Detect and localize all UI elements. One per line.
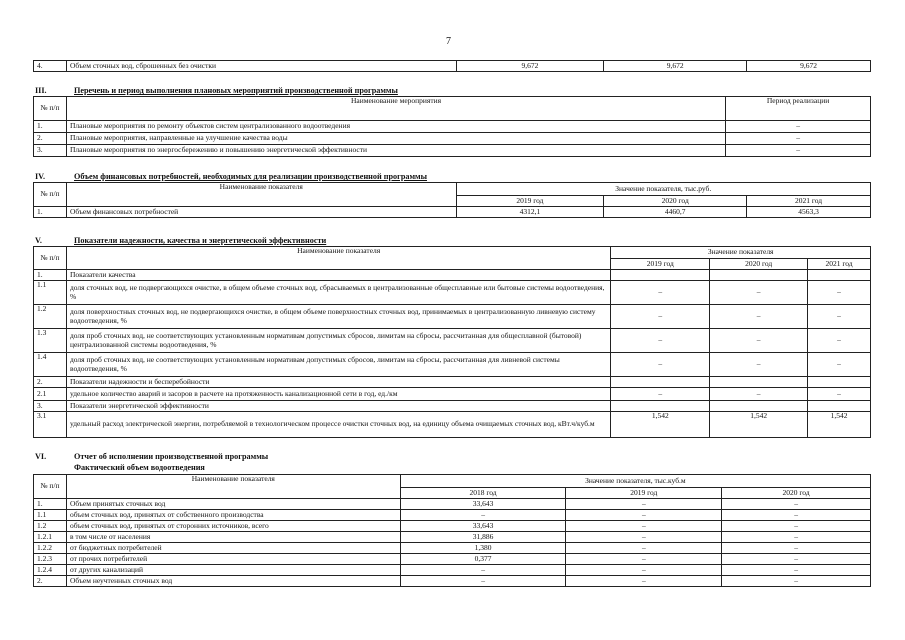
value-cell: – — [710, 281, 808, 305]
value-cell: – — [400, 565, 566, 576]
row-name: в том числе от населения — [66, 532, 400, 543]
row-name: доля поверхностных сточных вод, не подвергающихся очистке, в общем объеме поверхностных сточных вод, принимаемых в централизованную ливневую систему водоотведения, % — [66, 305, 610, 329]
value-cell: – — [808, 329, 871, 353]
table-row — [34, 510, 871, 521]
row-number: 2.1 — [34, 388, 67, 401]
row-number: 1.2 — [34, 305, 67, 329]
header-row — [34, 183, 871, 196]
year-header: 2020 год — [604, 196, 747, 207]
row-number: 1.3 — [34, 329, 67, 353]
value-cell: – — [722, 565, 871, 576]
row-number: 1. — [34, 499, 67, 510]
value-cell: – — [566, 576, 722, 587]
header-row — [34, 475, 871, 488]
value-cell: – — [722, 521, 871, 532]
table-row — [34, 121, 871, 133]
value-cell — [710, 270, 808, 281]
year-header: 2020 год — [722, 488, 871, 499]
col-header-number: № п/п — [34, 475, 67, 499]
value-cell: – — [808, 353, 871, 377]
row-number: 2. — [34, 576, 67, 587]
header-row — [34, 247, 871, 259]
col-header-value: Значение показателя, тыс.куб.м — [400, 475, 870, 488]
value-cell: – — [722, 510, 871, 521]
year-header: 2021 год — [747, 196, 871, 207]
table-row — [34, 576, 871, 587]
value-cell: – — [566, 565, 722, 576]
row-name: от других канализаций — [66, 565, 400, 576]
value-cell: – — [722, 554, 871, 565]
period-cell: – — [726, 121, 871, 133]
value-cell: – — [722, 499, 871, 510]
value-cell — [611, 401, 710, 412]
row-number: 1.4 — [34, 353, 67, 377]
row-number: 1. — [34, 121, 67, 133]
row-name: доля проб сточных вод, не соответствующих установленным нормативам допустимых сбросов, лимитам на сбросы, рассчитанная для ливневой системы водоотведения, % — [66, 353, 610, 377]
table-row — [34, 565, 871, 576]
col-header-name: Наименование показателя — [66, 247, 610, 270]
row-number: 2. — [34, 133, 67, 145]
value-cell — [611, 270, 710, 281]
section-number: VI. — [35, 452, 47, 461]
section-6-table — [33, 474, 871, 587]
value-cell: 9,672 — [747, 61, 871, 72]
table-row — [34, 353, 871, 377]
value-cell: – — [808, 281, 871, 305]
value-cell: – — [611, 329, 710, 353]
year-header: 2020 год — [710, 259, 808, 270]
section-3-heading — [35, 86, 735, 96]
table-row — [34, 133, 871, 145]
value-cell: – — [566, 543, 722, 554]
row-number: 1.2 — [34, 521, 67, 532]
table-row — [34, 61, 871, 72]
table-row — [34, 554, 871, 565]
value-cell: – — [722, 576, 871, 587]
row-number: 3.1 — [34, 412, 67, 438]
header-row — [34, 97, 871, 121]
table-row — [34, 377, 871, 388]
row-name: объем сточных вод, принятых от сторонних источников, всего — [66, 521, 400, 532]
table-row — [34, 329, 871, 353]
section-4-heading — [35, 172, 735, 182]
section-title: Показатели надежности, качества и энергетической эффективности — [74, 236, 327, 245]
row-number: 3. — [34, 145, 67, 157]
table-row — [34, 532, 871, 543]
table-row — [34, 499, 871, 510]
value-cell: 4563,3 — [747, 207, 871, 218]
value-cell: – — [710, 305, 808, 329]
row-name: Показатели надежности и бесперебойности — [66, 377, 610, 388]
row-name: Объем финансовых потребностей — [66, 207, 456, 218]
value-cell: – — [808, 388, 871, 401]
value-cell: 31,886 — [400, 532, 566, 543]
row-name: удельный расход электрической энергии, потребляемой в технологическом процессе очистки сточных вод, на единицу объема очищаемых сточных вод, кВт.ч/куб.м — [66, 412, 610, 438]
value-cell: 0,377 — [400, 554, 566, 565]
col-header-number: № п/п — [34, 97, 67, 121]
row-name: Плановые мероприятия по ремонту объектов систем централизованного водоотведения — [66, 121, 725, 133]
row-name: удельное количество аварий и засоров в расчете на протяженность канализационной сети в год, ед./км — [66, 388, 610, 401]
value-cell: 1,542 — [611, 412, 710, 438]
table-row — [34, 145, 871, 157]
row-number: 1.1 — [34, 281, 67, 305]
row-name: Объем сточных вод, сброшенных без очистки — [66, 61, 456, 72]
row-number: 1.1 — [34, 510, 67, 521]
value-cell: 4312,1 — [456, 207, 604, 218]
value-cell: 1,542 — [808, 412, 871, 438]
col-header-name: Наименование мероприятия — [66, 97, 725, 121]
value-cell: – — [710, 388, 808, 401]
value-cell: – — [611, 305, 710, 329]
value-cell — [611, 377, 710, 388]
col-header-name: Наименование показателя — [66, 183, 456, 207]
value-cell: – — [611, 281, 710, 305]
year-header: 2019 год — [456, 196, 604, 207]
period-cell: – — [726, 145, 871, 157]
year-header: 2021 год — [808, 259, 871, 270]
section-number: IV. — [35, 172, 46, 181]
table-row — [34, 412, 871, 438]
value-cell — [710, 401, 808, 412]
row-number: 1. — [34, 270, 67, 281]
value-cell: 33,643 — [400, 521, 566, 532]
value-cell: 9,672 — [456, 61, 604, 72]
row-name: доля сточных вод, не подвергающихся очистке, в общем объеме сточных вод, сбрасываемых в централизованные общесплавные или бытовые системы водоотведения, % — [66, 281, 610, 305]
row-name: Объем неучтенных сточных вод — [66, 576, 400, 587]
section-5-heading — [35, 236, 735, 246]
row-number: 3. — [34, 401, 67, 412]
table-row — [34, 521, 871, 532]
row-name: Показатели качества — [66, 270, 610, 281]
table-row — [34, 543, 871, 554]
col-header-value: Значение показателя, тыс.руб. — [456, 183, 871, 196]
section-number: V. — [35, 236, 42, 245]
value-cell — [808, 377, 871, 388]
continuation-table — [33, 60, 871, 72]
row-name: Показатели энергетической эффективности — [66, 401, 610, 412]
value-cell: – — [808, 305, 871, 329]
value-cell: 4460,7 — [604, 207, 747, 218]
page-number: 7 — [446, 36, 451, 47]
col-header-value: Значение показателя — [611, 247, 871, 259]
section-number: III. — [35, 86, 47, 95]
value-cell: – — [710, 329, 808, 353]
table-row — [34, 401, 871, 412]
col-header-name: Наименование показателя — [66, 475, 400, 499]
row-name: доля проб сточных вод, не соответствующих установленным нормативам допустимых сбросов, лимитам на сбросы, рассчитанная для общесплавной (бытовой) централизованной системы водоотведения, % — [66, 329, 610, 353]
table-row — [34, 388, 871, 401]
value-cell: – — [400, 576, 566, 587]
value-cell: – — [400, 510, 566, 521]
table-row — [34, 207, 871, 218]
value-cell: – — [566, 510, 722, 521]
section-subtitle: Фактический объем водоотведения — [74, 463, 205, 472]
value-cell: – — [611, 353, 710, 377]
year-header: 2019 год — [566, 488, 722, 499]
row-number: 1. — [34, 207, 67, 218]
row-number: 1.2.2 — [34, 543, 67, 554]
value-cell — [808, 270, 871, 281]
row-number: 1.2.3 — [34, 554, 67, 565]
value-cell: 1,380 — [400, 543, 566, 554]
row-name: Плановые мероприятия по энергосбережению и повышению энергетической эффективности — [66, 145, 725, 157]
value-cell: – — [611, 388, 710, 401]
value-cell: 33,643 — [400, 499, 566, 510]
table-row — [34, 281, 871, 305]
value-cell: – — [566, 521, 722, 532]
value-cell: – — [566, 532, 722, 543]
row-number: 2. — [34, 377, 67, 388]
section-4-table — [33, 182, 871, 218]
year-header: 2019 год — [611, 259, 710, 270]
row-number: 4. — [34, 61, 67, 72]
section-6-heading — [35, 452, 735, 462]
row-number: 1.2.4 — [34, 565, 67, 576]
row-name: от бюджетных потребителей — [66, 543, 400, 554]
value-cell — [808, 401, 871, 412]
value-cell: – — [566, 499, 722, 510]
value-cell — [710, 377, 808, 388]
row-name: объем сточных вод, принятых от собственного производства — [66, 510, 400, 521]
value-cell: 1,542 — [710, 412, 808, 438]
row-name: Плановые мероприятия, направленные на улучшение качества воды — [66, 133, 725, 145]
row-name: от прочих потребителей — [66, 554, 400, 565]
table-row — [34, 270, 871, 281]
table-row — [34, 305, 871, 329]
value-cell: – — [710, 353, 808, 377]
row-number: 1.2.1 — [34, 532, 67, 543]
value-cell: – — [722, 532, 871, 543]
col-header-period: Период реализации — [726, 97, 871, 121]
value-cell: – — [566, 554, 722, 565]
section-title: Перечень и период выполнения плановых мероприятий производственной программы — [74, 86, 398, 95]
section-5-table — [33, 246, 871, 438]
year-header: 2018 год — [400, 488, 566, 499]
period-cell: – — [726, 133, 871, 145]
value-cell: – — [722, 543, 871, 554]
row-name: Объем принятых сточных вод — [66, 499, 400, 510]
section-title: Объем финансовых потребностей, необходимых для реализации производственной программы — [74, 172, 428, 181]
section-title: Отчет об исполнении производственной программы — [74, 452, 269, 461]
col-header-number: № п/п — [34, 183, 67, 207]
value-cell: 9,672 — [604, 61, 747, 72]
col-header-number: № п/п — [34, 247, 67, 270]
section-3-table — [33, 96, 871, 157]
